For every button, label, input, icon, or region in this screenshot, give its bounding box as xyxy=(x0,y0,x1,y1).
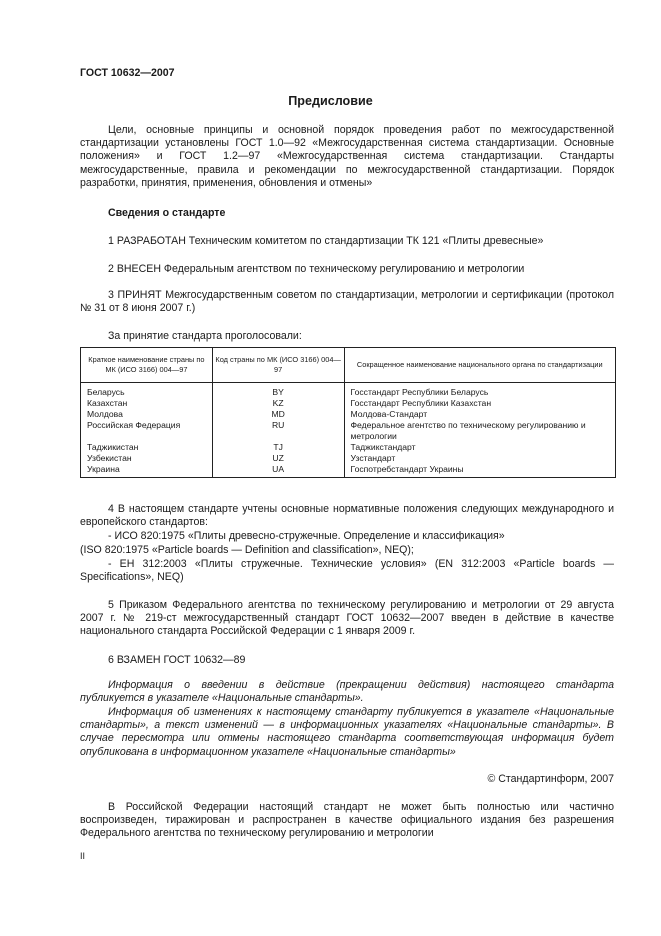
body-cell: Госпотребстандарт Украины xyxy=(344,464,616,478)
table-row xyxy=(81,398,616,409)
item-1-developed: 1 РАЗРАБОТАН Техническим комитетом по стандартизации ТК 121 «Плиты древесные» xyxy=(108,235,544,247)
code-cell: RU xyxy=(212,420,344,442)
country-cell: Молдова xyxy=(81,409,213,420)
item-4-iso-en-ref: (ISO 820:1975 «Particle boards — Definition and classification», NEQ); xyxy=(80,544,414,556)
item-4-en-ref: - ЕН 312:2003 «Плиты стружечные. Технические условия» (EN 312:2003 «Particle boards — Specifications», NEQ) xyxy=(80,558,614,584)
table-row xyxy=(81,464,616,478)
header-country: Краткое наименование страны по МК (ИСО 3166) 004—97 xyxy=(81,348,213,383)
country-cell: Узбекистан xyxy=(81,453,213,464)
item-4-international: 4 В настоящем стандарте учтены основные нормативные положения следующих международного и европейского стандартов: xyxy=(80,503,614,529)
info-heading: Сведения о стандарте xyxy=(108,207,226,219)
code-cell: UZ xyxy=(212,453,344,464)
rights-paragraph: В Российской Федерации настоящий стандарт не может быть полностью или частично воспроизведен, тиражирован и распространен в качестве официального издания без разрешения Федерального агентства по техническому регулированию и метрологии xyxy=(80,801,614,840)
body-cell: Федеральное агентство по техническому регулированию и метрологии xyxy=(344,420,616,442)
table-header-row xyxy=(81,348,616,383)
item-5-order: 5 Приказом Федерального агентства по техническому регулированию и метрологии от 29 августа 2007 г. № 219-ст межгосударственный стандарт ГОСТ 10632—2007 введен в действие в качестве национального стандарта Российской Федерации с 1 января 2009 г. xyxy=(80,599,614,638)
body-cell: Молдова-Стандарт xyxy=(344,409,616,420)
standard-code-header: ГОСТ 10632—2007 xyxy=(80,67,175,79)
notice-introduction: Информация о введении в действие (прекращении действия) настоящего стандарта публикуется в указателе «Национальные стандарты». xyxy=(80,679,614,705)
notice-changes: Информация об изменениях к настоящему стандарту публикуется в указателе «Национальные стандарты», а текст изменений — в информационных указателях «Национальные стандарты». В случае пересмотра или отмены настоящего стандарта соответствующая информация будет опубликована в информационном указателе «Национальные стандарты» xyxy=(80,706,614,758)
code-cell: KZ xyxy=(212,398,344,409)
country-cell: Российская Федерация xyxy=(81,420,213,442)
table-row xyxy=(81,420,616,442)
table-row xyxy=(81,442,616,453)
item-2-introduced: 2 ВНЕСЕН Федеральным агентством по техническому регулированию и метрологии xyxy=(108,263,525,275)
table-row xyxy=(81,409,616,420)
votes-table xyxy=(80,347,616,478)
copyright: © Стандартинформ, 2007 xyxy=(487,773,614,785)
country-cell: Казахстан xyxy=(81,398,213,409)
body-cell: Таджикстандарт xyxy=(344,442,616,453)
body-cell: Госстандарт Республики Беларусь xyxy=(344,383,616,399)
code-cell: UA xyxy=(212,464,344,478)
country-cell: Беларусь xyxy=(81,383,213,399)
votes-intro: За принятие стандарта проголосовали: xyxy=(108,330,302,342)
country-cell: Таджикистан xyxy=(81,442,213,453)
intro-paragraph: Цели, основные принципы и основной порядок проведения работ по межгосударственной стандартизации установлены ГОСТ 1.0—92 «Межгосударственная система стандартизации. Основные положения» и ГОСТ 1.2—97 «Межгосударственная система стандартизации. Стандарты межгосударственные, правила и рекомендации по межгосударственной стандартизации. Порядок разработки, принятия, применения, обновления и отмены» xyxy=(80,124,614,189)
body-cell: Узстандарт xyxy=(344,453,616,464)
item-6-replaces: 6 ВЗАМЕН ГОСТ 10632—89 xyxy=(108,654,246,666)
body-cell: Госстандарт Республики Казахстан xyxy=(344,398,616,409)
header-code: Код страны по МК (ИСО 3166) 004—97 xyxy=(212,348,344,383)
table-row xyxy=(81,453,616,464)
page-number: II xyxy=(80,851,86,861)
item-3-adopted: 3 ПРИНЯТ Межгосударственным советом по стандартизации, метрологии и сертификации (протокол № 31 от 8 июня 2007 г.) xyxy=(80,289,614,315)
header-body: Сокращенное наименование национального органа по стандартизации xyxy=(344,348,616,383)
country-cell: Украина xyxy=(81,464,213,478)
code-cell: BY xyxy=(212,383,344,399)
page-title: Предисловие xyxy=(288,94,373,108)
item-4-iso-ref: - ИСО 820:1975 «Плиты древесно-стружечные. Определение и классификация» xyxy=(108,530,505,542)
code-cell: TJ xyxy=(212,442,344,453)
code-cell: MD xyxy=(212,409,344,420)
table-row xyxy=(81,383,616,399)
